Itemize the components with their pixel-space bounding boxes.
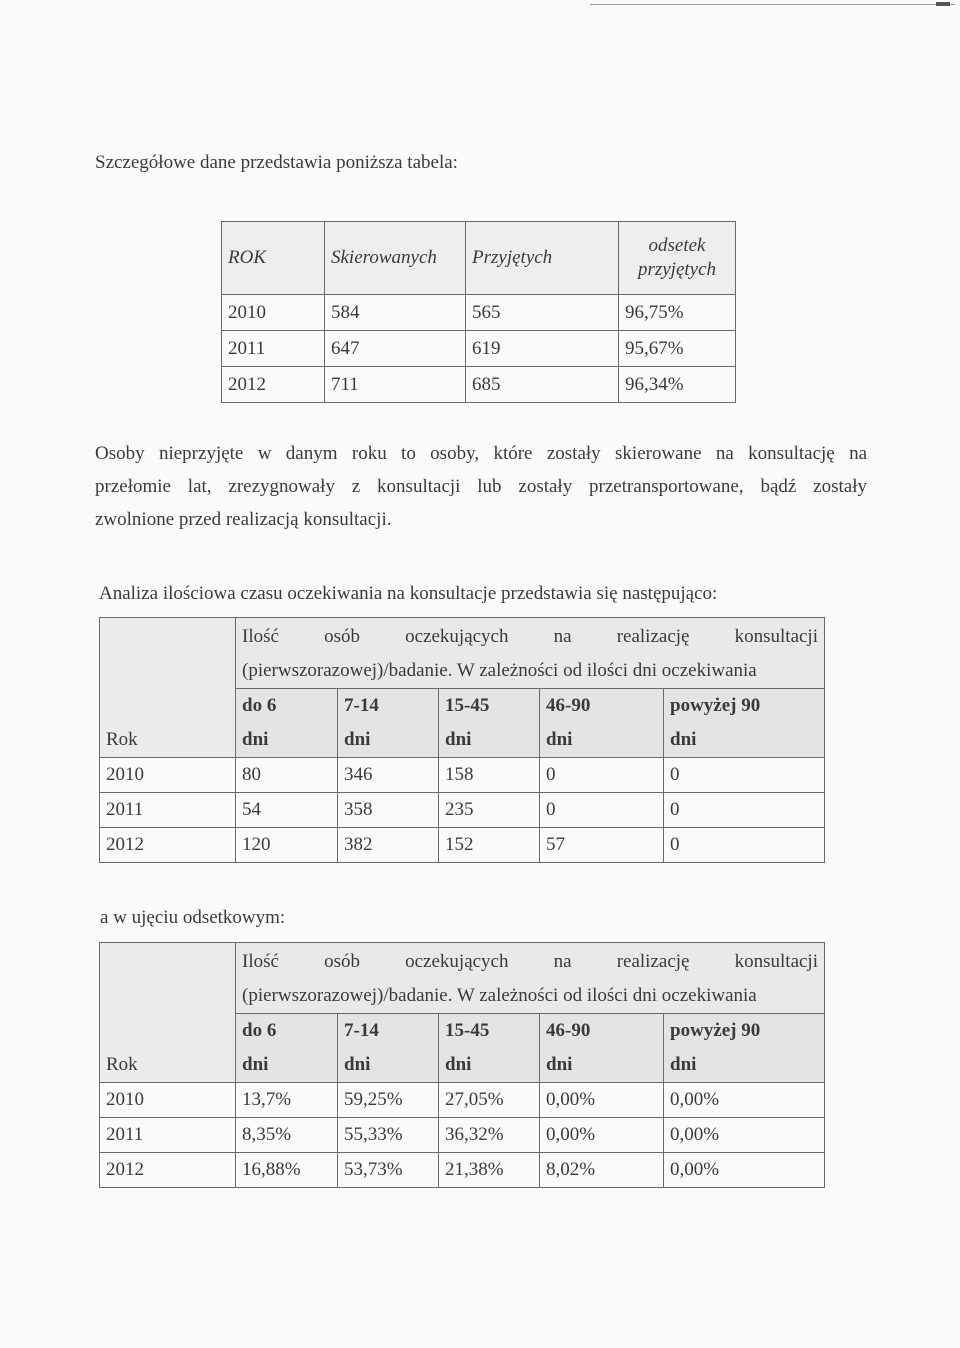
header-odsetek xyxy=(619,222,736,295)
cell: 619 xyxy=(466,331,619,367)
table-row xyxy=(222,295,736,331)
header-description-line2: (pierwszorazowej)/badanie. W zależności od ilości dni oczekiwania xyxy=(242,985,757,1006)
table-row xyxy=(100,1083,825,1118)
header-description xyxy=(236,943,825,1014)
cell: 0 xyxy=(664,793,825,828)
header-odsetek-line1: odsetek xyxy=(648,235,706,256)
cell: 382 xyxy=(338,828,439,863)
table-row xyxy=(100,1153,825,1188)
header-skierowanych: Skierowanych xyxy=(325,222,466,295)
header-description-line1: Ilość osób oczekujących na realizację konsultacji xyxy=(242,951,818,972)
admissions-table xyxy=(221,221,736,403)
cell: 13,7% xyxy=(236,1083,338,1118)
header-description-line1: Ilość osób oczekujących na realizację konsultacji xyxy=(242,626,818,647)
cell: 0 xyxy=(664,828,825,863)
cell: 346 xyxy=(338,758,439,793)
cell: 54 xyxy=(236,793,338,828)
header-col-15-45: 15-45 dni xyxy=(439,1014,540,1083)
table-header-row xyxy=(100,618,825,689)
explanation-paragraph xyxy=(95,437,867,536)
paragraph-line: Osoby nieprzyjęte w danym roku to osoby, które zostały skierowane na konsultację na xyxy=(95,443,867,464)
cell: 2010 xyxy=(100,758,236,793)
cell: 152 xyxy=(439,828,540,863)
cell: 96,34% xyxy=(619,367,736,403)
cell: 55,33% xyxy=(338,1118,439,1153)
cell: 235 xyxy=(439,793,540,828)
cell: 0 xyxy=(540,758,664,793)
header-rok: Rok xyxy=(100,618,236,758)
intro-text: Szczegółowe dane przedstawia poniższa tabela: xyxy=(95,152,458,173)
cell: 21,38% xyxy=(439,1153,540,1188)
analysis-heading-text: Analiza ilościowa czasu oczekiwania na konsultacje przedstawia się następująco: xyxy=(99,583,718,604)
cell: 565 xyxy=(466,295,619,331)
cell: 96,75% xyxy=(619,295,736,331)
cell: 80 xyxy=(236,758,338,793)
header-description xyxy=(236,618,825,689)
cell: 16,88% xyxy=(236,1153,338,1188)
cell: 0,00% xyxy=(664,1153,825,1188)
cell: 2012 xyxy=(100,828,236,863)
cell: 647 xyxy=(325,331,466,367)
cell: 0,00% xyxy=(540,1118,664,1153)
cell: 2010 xyxy=(222,295,325,331)
scan-edge-mark xyxy=(936,2,950,6)
cell: 57 xyxy=(540,828,664,863)
cell: 0,00% xyxy=(664,1118,825,1153)
header-description-line2: (pierwszorazowej)/badanie. W zależności od ilości dni oczekiwania xyxy=(242,660,757,681)
header-col-15-45: 15-45 dni xyxy=(439,689,540,758)
cell: 2011 xyxy=(100,793,236,828)
cell: 0,00% xyxy=(540,1083,664,1118)
table-row xyxy=(222,367,736,403)
table-row xyxy=(100,758,825,793)
cell: 2012 xyxy=(222,367,325,403)
paragraph-line: przełomie lat, zrezygnowały z konsultacji lub zostały przetransportowane, bądź zostały xyxy=(95,476,867,497)
header-col-do6: do 6 dni xyxy=(236,1014,338,1083)
header-col-over90: powyżej 90 dni xyxy=(664,1014,825,1083)
table-row xyxy=(222,331,736,367)
cell: 685 xyxy=(466,367,619,403)
cell: 158 xyxy=(439,758,540,793)
table-row xyxy=(100,1118,825,1153)
header-col-46-90: 46-90 dni xyxy=(540,1014,664,1083)
cell: 120 xyxy=(236,828,338,863)
cell: 711 xyxy=(325,367,466,403)
table-row xyxy=(100,793,825,828)
paragraph-line: zwolnione przed realizacją konsultacji. xyxy=(95,509,392,530)
waiting-percentage-table xyxy=(99,942,825,1188)
header-przyjetych: Przyjętych xyxy=(466,222,619,295)
cell: 584 xyxy=(325,295,466,331)
cell: 358 xyxy=(338,793,439,828)
header-col-46-90: 46-90 dni xyxy=(540,689,664,758)
table-row xyxy=(100,828,825,863)
cell: 59,25% xyxy=(338,1083,439,1118)
cell: 8,02% xyxy=(540,1153,664,1188)
cell: 27,05% xyxy=(439,1083,540,1118)
header-col-7-14: 7-14 dni xyxy=(338,1014,439,1083)
header-col-do6: do 6 dni xyxy=(236,689,338,758)
cell: 2010 xyxy=(100,1083,236,1118)
table-header-row xyxy=(222,222,736,295)
cell: 0 xyxy=(664,758,825,793)
table-header-row xyxy=(100,943,825,1014)
waiting-count-table xyxy=(99,617,825,863)
cell: 2011 xyxy=(222,331,325,367)
header-rok: ROK xyxy=(222,222,325,295)
cell: 2012 xyxy=(100,1153,236,1188)
cell: 8,35% xyxy=(236,1118,338,1153)
header-col-7-14: 7-14 dni xyxy=(338,689,439,758)
header-odsetek-line2: przyjętych xyxy=(637,259,717,280)
percentage-heading-text: a w ujęciu odsetkowym: xyxy=(100,907,286,928)
cell: 36,32% xyxy=(439,1118,540,1153)
header-col-over90: powyżej 90 dni xyxy=(664,689,825,758)
header-rok: Rok xyxy=(100,943,236,1083)
cell: 53,73% xyxy=(338,1153,439,1188)
cell: 0 xyxy=(540,793,664,828)
cell: 0,00% xyxy=(664,1083,825,1118)
scan-edge-line xyxy=(590,4,955,5)
cell: 95,67% xyxy=(619,331,736,367)
cell: 2011 xyxy=(100,1118,236,1153)
